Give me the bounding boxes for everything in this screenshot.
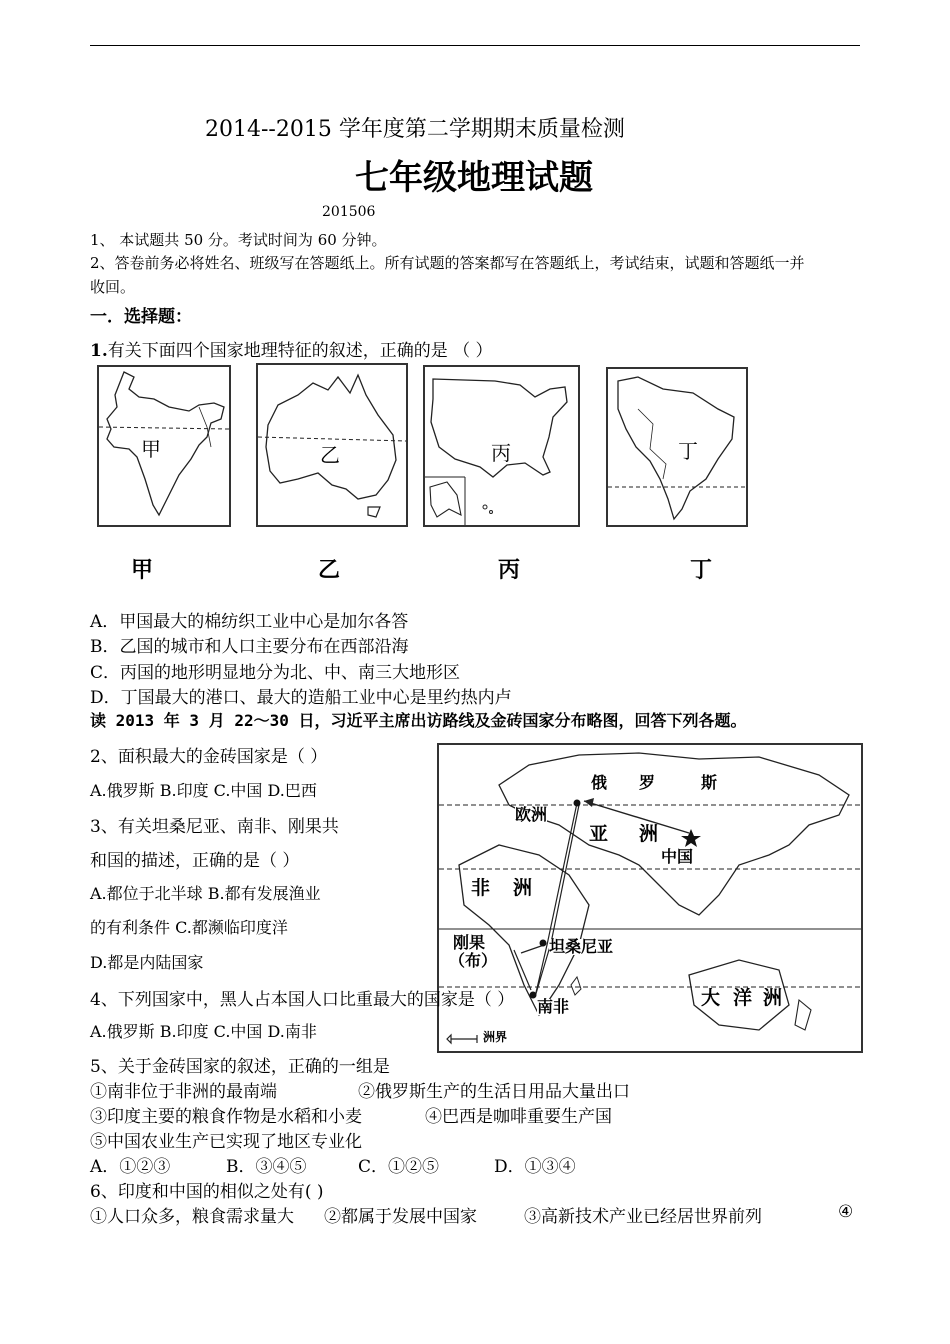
label-asia-1: 亚 — [589, 823, 609, 845]
q1-option-b: B．乙国的城市和人口主要分布在西部沿海 — [90, 637, 409, 657]
q6-stem: 6、印度和中国的相似之处有( ) — [90, 1182, 324, 1202]
exam-date: 201506 — [322, 204, 376, 220]
q3-line-1: 3、有关坦桑尼亚、南非、刚果共 — [90, 817, 339, 837]
q5-option-c: C．①②⑤ — [358, 1157, 440, 1177]
q4-options: A.俄罗斯 B.印度 C.中国 D.南非 — [90, 1022, 317, 1041]
q5-item-2: ②俄罗斯生产的生活日用品大量出口 — [358, 1082, 630, 1102]
brazil-outline — [608, 369, 746, 525]
map-australia — [256, 363, 408, 527]
q5-item-3: ③印度主要的粮食作物是水稻和小麦 — [90, 1107, 362, 1127]
exam-term: 2014--2015 学年度第二学期期末质量检测 — [205, 117, 625, 142]
q3-line-4: 的有利条件 C.都濒临印度洋 — [90, 918, 288, 937]
map-usa-label: 丙 — [491, 441, 511, 465]
q1-number: 1. — [90, 341, 108, 361]
q5-option-b: B．③④⑤ — [226, 1157, 307, 1177]
q2-stem: 2、面积最大的金砖国家是（ ） — [90, 747, 328, 767]
q3-line-5: D.都是内陆国家 — [90, 953, 204, 972]
map-caption-3: 丙 — [498, 558, 521, 583]
map-brazil — [606, 367, 748, 527]
note-1: 1、 本试题共 50 分。考试时间为 60 分钟。 — [90, 231, 387, 249]
q5-stem: 5、关于金砖国家的叙述，正确的一组是 — [90, 1057, 390, 1077]
q5-option-a: A．①②③ — [90, 1157, 171, 1177]
page-title: 七年级地理试题 — [355, 158, 593, 198]
label-oceania-3: 洲 — [763, 987, 783, 1009]
label-asia-2: 洲 — [639, 823, 659, 845]
legend-boundary: 洲界 — [483, 1030, 508, 1044]
q6-item-3: ③高新技术产业已经居世界前列 — [524, 1207, 762, 1227]
reading-instruction: 读 2013 年 3 月 22～30 日，习近平主席出访路线及金砖国家分布略图，回答下列各题。 — [90, 711, 747, 730]
label-tanzania: 坦桑尼亚 — [549, 937, 614, 956]
q4-stem: 4、下列国家中，黑人占本国人口比重最大的国家是（ ） — [90, 990, 515, 1010]
q3-line-3: A.都位于北半球 B.都有发展渔业 — [90, 884, 321, 903]
q5-item-5: ⑤中国农业生产已实现了地区专业化 — [90, 1132, 362, 1152]
label-congo: 刚果 — [453, 933, 486, 952]
label-africa-1: 非 — [471, 877, 491, 899]
label-oceania-1: 大 — [701, 987, 721, 1009]
map-usa — [423, 365, 580, 527]
q6-item-1: ①人口众多，粮食需求量大 — [90, 1207, 294, 1227]
q6-item-4: ④ — [838, 1202, 854, 1222]
label-south-africa: 南非 — [537, 997, 570, 1016]
q2-options: A.俄罗斯 B.印度 C.中国 D.巴西 — [90, 781, 317, 800]
q1-option-d: D．丁国最大的港口、最大的造船工业中心是里约热内卢 — [90, 688, 512, 708]
label-china: 中国 — [661, 847, 694, 866]
q1-text: 有关下面四个国家地理特征的叙述，正确的是 （ ） — [107, 341, 493, 361]
map-india-label: 甲 — [141, 437, 161, 461]
map-caption-1: 甲 — [131, 558, 154, 583]
q6-item-2: ②都属于发展中国家 — [324, 1207, 477, 1227]
label-europe: 欧洲 — [515, 805, 548, 824]
label-russia-2: 罗 — [639, 773, 656, 792]
label-russia-3: 斯 — [701, 773, 718, 792]
note-3: 收回。 — [90, 278, 136, 296]
q1-option-a: A．甲国最大的棉纺织工业中心是加尔各答 — [90, 612, 409, 632]
label-oceania-2: 洋 — [733, 987, 753, 1009]
q5-item-4: ④巴西是咖啡重要生产国 — [425, 1107, 612, 1127]
map-india — [97, 365, 231, 527]
note-2: 2、答卷前务必将姓名、班级写在答题纸上。所有试题的答案都写在答题纸上，考试结束，试题和答题纸一并 — [90, 254, 805, 272]
india-outline — [99, 367, 229, 525]
q5-option-d: D．①③④ — [494, 1157, 576, 1177]
map-brazil-label: 丁 — [678, 439, 698, 463]
q5-item-1: ①南非位于非洲的最南端 — [90, 1082, 277, 1102]
q1-option-c: C．丙国的地形明显地分为北、中、南三大地形区 — [90, 663, 461, 683]
map-caption-4: 丁 — [690, 558, 713, 583]
top-rule — [90, 45, 860, 46]
q1-stem — [90, 336, 493, 361]
map-caption-2: 乙 — [318, 558, 341, 583]
section-heading: 一．选择题： — [90, 307, 192, 327]
map-australia-label: 乙 — [320, 443, 340, 467]
label-congo-note: （布） — [449, 951, 498, 970]
label-africa-2: 洲 — [513, 877, 533, 899]
q3-line-2: 和国的描述，正确的是（ ） — [90, 851, 300, 871]
label-russia-1: 俄 — [591, 773, 608, 792]
